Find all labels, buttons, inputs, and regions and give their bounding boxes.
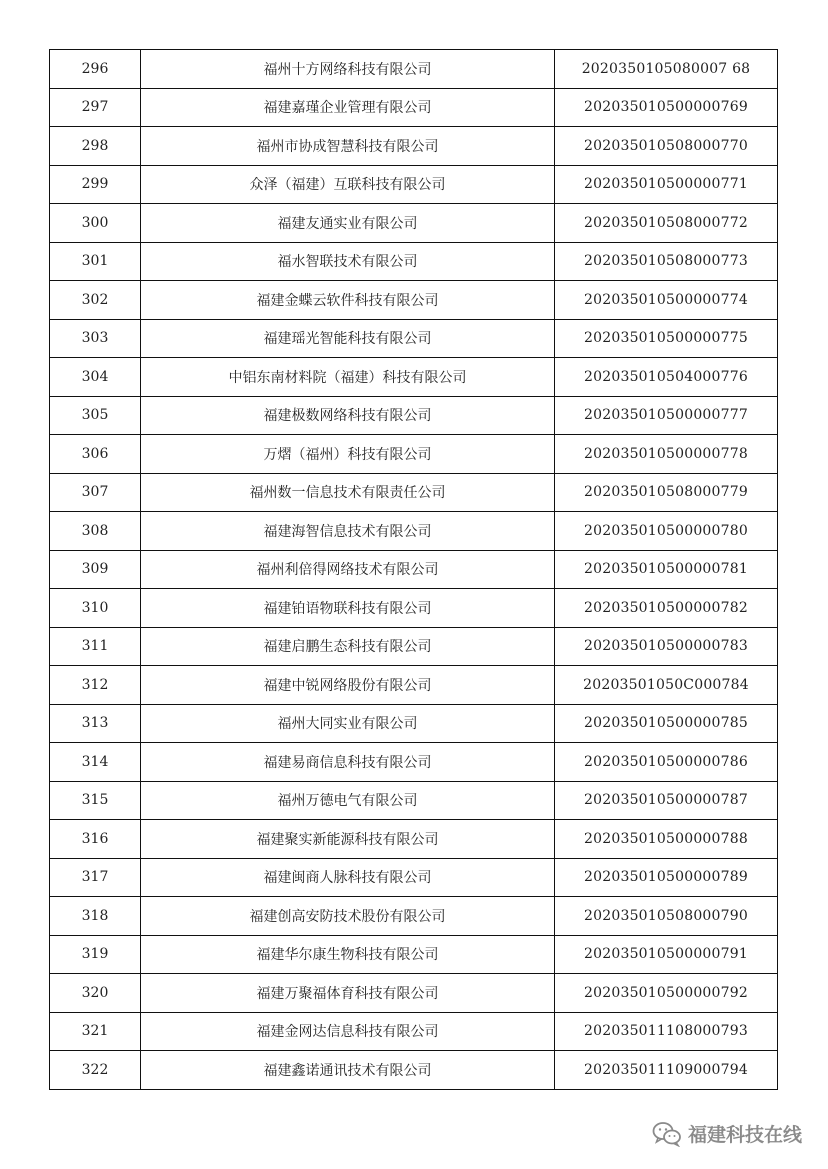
registration-code-cell: 202035010508000790	[555, 897, 778, 936]
company-name-cell: 福建聚实新能源科技有限公司	[141, 820, 555, 859]
table-row	[50, 204, 778, 243]
row-number-cell: 302	[50, 281, 141, 320]
row-number-cell: 299	[50, 165, 141, 204]
registration-code-cell: 202035010500000778	[555, 435, 778, 474]
table-row	[50, 473, 778, 512]
company-name-cell: 福州市协成智慧科技有限公司	[141, 127, 555, 166]
row-number-cell: 322	[50, 1051, 141, 1090]
registration-code-cell: 202035010500000789	[555, 858, 778, 897]
watermark	[652, 1120, 802, 1147]
company-name-cell: 福州万德电气有限公司	[141, 781, 555, 820]
company-name-cell: 福建极数网络科技有限公司	[141, 396, 555, 435]
row-number-cell: 320	[50, 974, 141, 1013]
row-number-cell: 307	[50, 473, 141, 512]
registration-code-cell: 20203501050C000784	[555, 666, 778, 705]
company-name-cell: 福建嘉瑾企业管理有限公司	[141, 88, 555, 127]
company-name-cell: 福建万聚福体育科技有限公司	[141, 974, 555, 1013]
row-number-cell: 311	[50, 627, 141, 666]
table-row	[50, 666, 778, 705]
wechat-icon	[652, 1121, 682, 1147]
table-row	[50, 743, 778, 782]
company-name-cell: 福建金网达信息科技有限公司	[141, 1012, 555, 1051]
table-row	[50, 589, 778, 628]
row-number-cell: 319	[50, 935, 141, 974]
table-row	[50, 820, 778, 859]
registration-code-cell: 202035010508000779	[555, 473, 778, 512]
table-row	[50, 781, 778, 820]
table-row	[50, 127, 778, 166]
row-number-cell: 321	[50, 1012, 141, 1051]
table-row	[50, 935, 778, 974]
row-number-cell: 300	[50, 204, 141, 243]
row-number-cell: 309	[50, 550, 141, 589]
registration-code-cell: 202035010500000771	[555, 165, 778, 204]
company-name-cell: 福建创高安防技术股份有限公司	[141, 897, 555, 936]
row-number-cell: 303	[50, 319, 141, 358]
company-name-cell: 福建华尔康生物科技有限公司	[141, 935, 555, 974]
table-row	[50, 512, 778, 551]
table-row	[50, 1051, 778, 1090]
row-number-cell: 301	[50, 242, 141, 281]
registration-code-cell: 202035010500000777	[555, 396, 778, 435]
row-number-cell: 298	[50, 127, 141, 166]
registration-code-cell: 202035010508000770	[555, 127, 778, 166]
company-name-cell: 福建铂语物联科技有限公司	[141, 589, 555, 628]
registration-code-cell: 202035010508000772	[555, 204, 778, 243]
row-number-cell: 318	[50, 897, 141, 936]
registration-code-cell: 202035010500000792	[555, 974, 778, 1013]
row-number-cell: 304	[50, 358, 141, 397]
company-name-cell: 福建鑫诺通讯技术有限公司	[141, 1051, 555, 1090]
table-row	[50, 858, 778, 897]
table-row	[50, 281, 778, 320]
row-number-cell: 308	[50, 512, 141, 551]
registration-code-cell: 202035011108000793	[555, 1012, 778, 1051]
table-row	[50, 396, 778, 435]
company-name-cell: 福建友通实业有限公司	[141, 204, 555, 243]
registration-code-cell: 202035010500000791	[555, 935, 778, 974]
row-number-cell: 306	[50, 435, 141, 474]
registration-code-cell: 202035010500000786	[555, 743, 778, 782]
table-row	[50, 88, 778, 127]
row-number-cell: 310	[50, 589, 141, 628]
registration-code-cell: 202035010500000783	[555, 627, 778, 666]
company-name-cell: 福建启鹏生态科技有限公司	[141, 627, 555, 666]
row-number-cell: 315	[50, 781, 141, 820]
table-row	[50, 50, 778, 89]
company-name-cell: 福建金蝶云软件科技有限公司	[141, 281, 555, 320]
table-row	[50, 897, 778, 936]
company-name-cell: 福州大同实业有限公司	[141, 704, 555, 743]
company-name-cell: 中铝东南材料院（福建）科技有限公司	[141, 358, 555, 397]
row-number-cell: 314	[50, 743, 141, 782]
table-row	[50, 1012, 778, 1051]
company-name-cell: 福建易商信息科技有限公司	[141, 743, 555, 782]
table-row	[50, 550, 778, 589]
registration-code-cell: 202035010500000769	[555, 88, 778, 127]
company-name-cell: 福建中锐网络股份有限公司	[141, 666, 555, 705]
company-name-cell: 福州利倍得网络技术有限公司	[141, 550, 555, 589]
table-row	[50, 165, 778, 204]
table-row	[50, 627, 778, 666]
registration-code-cell: 202035010500000781	[555, 550, 778, 589]
row-number-cell: 297	[50, 88, 141, 127]
registration-code-cell: 202035010500000787	[555, 781, 778, 820]
company-name-cell: 众泽（福建）互联科技有限公司	[141, 165, 555, 204]
registration-code-cell: 202035011109000794	[555, 1051, 778, 1090]
registration-code-cell: 202035010500000775	[555, 319, 778, 358]
row-number-cell: 316	[50, 820, 141, 859]
row-number-cell: 313	[50, 704, 141, 743]
company-list-table	[49, 49, 778, 1090]
table-row	[50, 319, 778, 358]
row-number-cell: 305	[50, 396, 141, 435]
company-name-cell: 福水智联技术有限公司	[141, 242, 555, 281]
registration-code-cell: 202035010500000785	[555, 704, 778, 743]
company-name-cell: 福建瑶光智能科技有限公司	[141, 319, 555, 358]
table-body	[50, 50, 778, 1090]
registration-code-cell: 202035010500000782	[555, 589, 778, 628]
row-number-cell: 296	[50, 50, 141, 89]
company-name-cell: 万熠（福州）科技有限公司	[141, 435, 555, 474]
registration-code-cell: 202035010500000780	[555, 512, 778, 551]
registration-code-cell: 202035010500000774	[555, 281, 778, 320]
table-row	[50, 358, 778, 397]
registration-code-cell: 2020350105080007 68	[555, 50, 778, 89]
table-row	[50, 974, 778, 1013]
table-row	[50, 242, 778, 281]
registration-code-cell: 202035010504000776	[555, 358, 778, 397]
row-number-cell: 312	[50, 666, 141, 705]
company-name-cell: 福建闽商人脉科技有限公司	[141, 858, 555, 897]
company-name-cell: 福州十方网络科技有限公司	[141, 50, 555, 89]
registration-code-cell: 202035010500000788	[555, 820, 778, 859]
watermark-text: 福建科技在线	[687, 1124, 802, 1146]
row-number-cell: 317	[50, 858, 141, 897]
table-row	[50, 435, 778, 474]
company-name-cell: 福州数一信息技术有限责任公司	[141, 473, 555, 512]
table-row	[50, 704, 778, 743]
company-name-cell: 福建海智信息技术有限公司	[141, 512, 555, 551]
registration-code-cell: 202035010508000773	[555, 242, 778, 281]
